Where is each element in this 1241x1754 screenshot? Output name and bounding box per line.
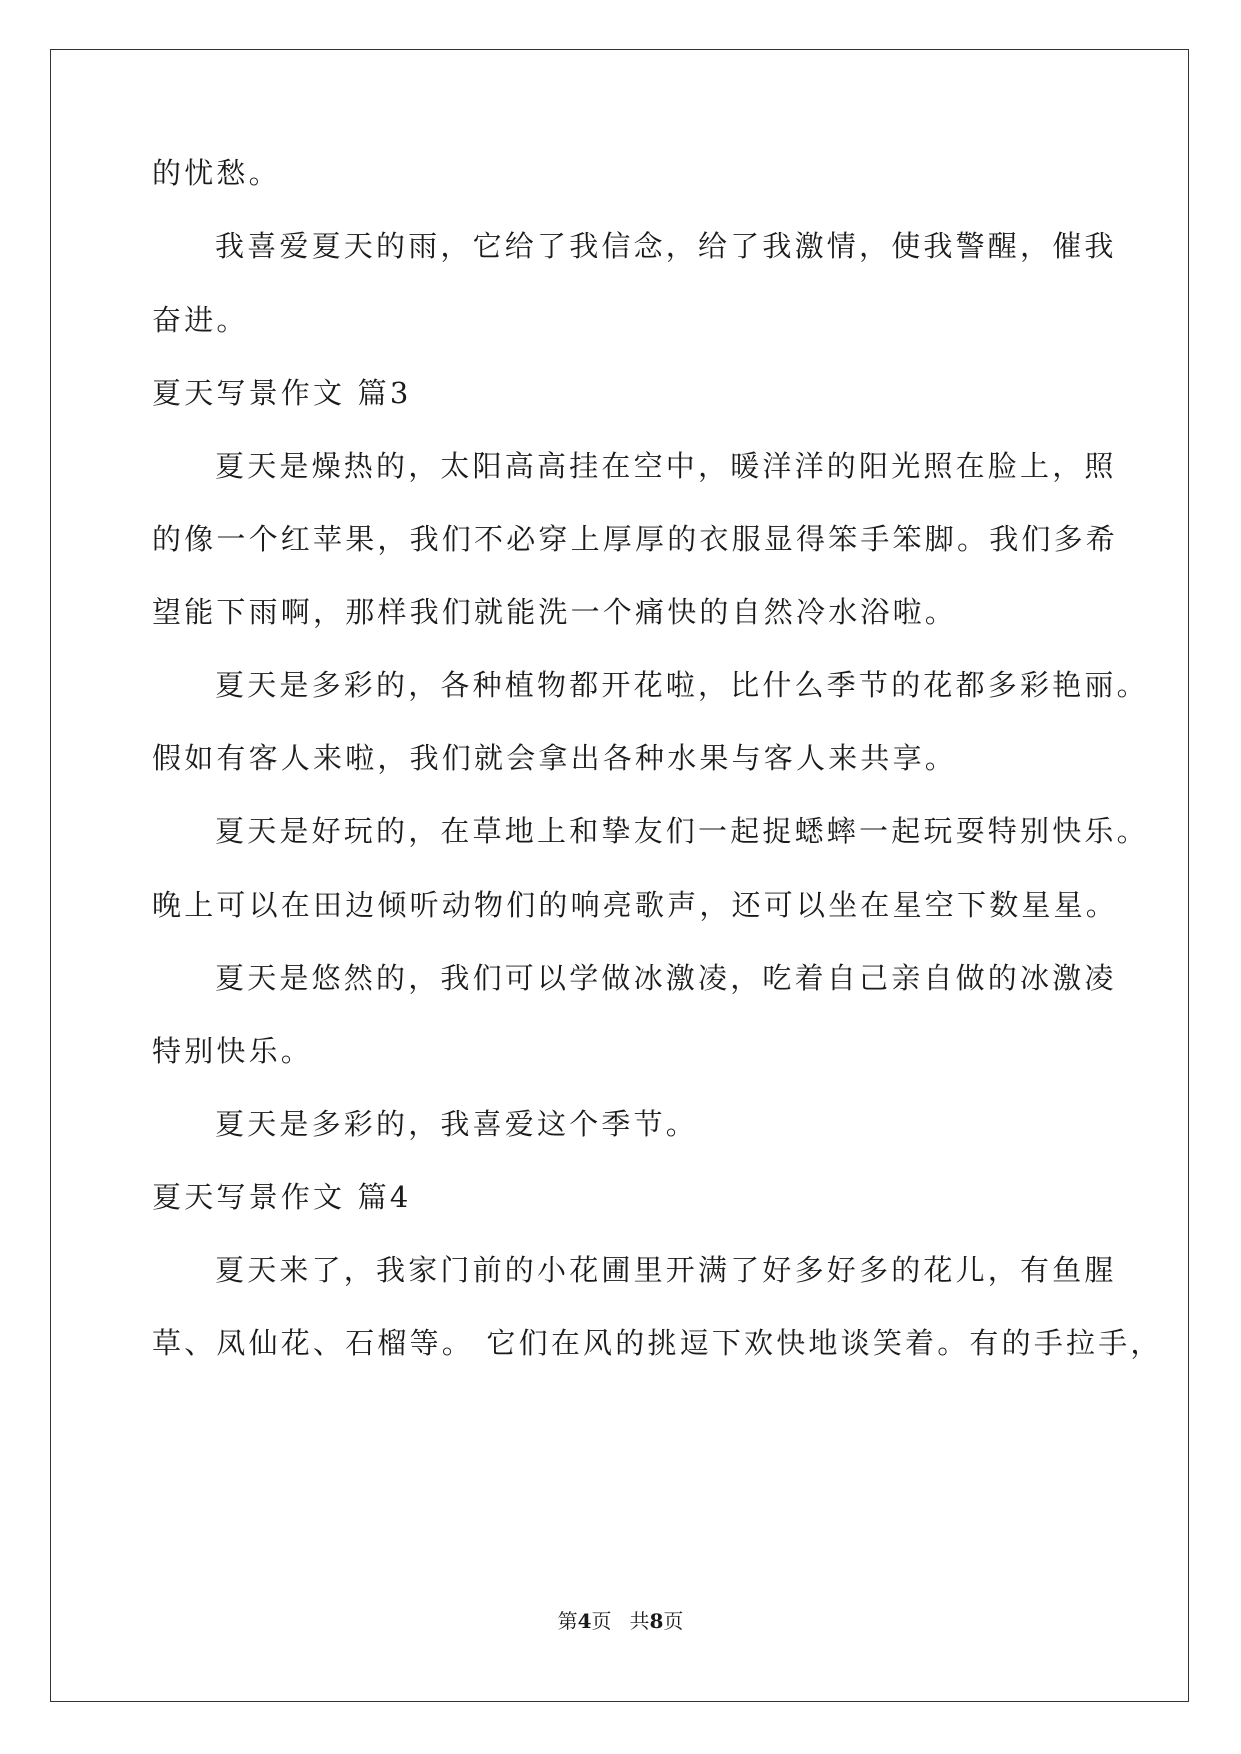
paragraph-line: 夏天是燥热的，太阳高高挂在空中，暖洋洋的阳光照在脸上，照 <box>215 449 1117 483</box>
paragraph-line: 夏天是多彩的，我喜爱这个季节。 <box>215 1107 699 1141</box>
paragraph-line: 晚上可以在田边倾听动物们的响亮歌声，还可以坐在星空下数星星。 <box>152 888 1119 922</box>
total-pages-suffix: 页 <box>663 1609 684 1633</box>
page-footer <box>0 1609 1241 1633</box>
page-number-prefix: 第 <box>557 1609 578 1633</box>
total-pages-prefix: 共 <box>629 1609 650 1633</box>
section-heading: 夏天写景作文 篇3 <box>152 376 412 410</box>
paragraph-line: 的像一个红苹果，我们不必穿上厚厚的衣服显得笨手笨脚。我们多希 <box>152 522 1119 556</box>
page-border <box>50 49 1189 1702</box>
paragraph-line: 夏天是好玩的，在草地上和挚友们一起捉蟋蟀一起玩耍特别快乐。 <box>215 814 1149 848</box>
paragraph-line: 假如有客人来啦，我们就会拿出各种水果与客人来共享。 <box>152 741 958 775</box>
paragraph-line: 的忧愁。 <box>152 156 281 190</box>
paragraph-line: 夏天是悠然的，我们可以学做冰激凌，吃着自己亲自做的冰激凌 <box>215 961 1117 995</box>
paragraph-line: 夏天来了，我家门前的小花圃里开满了好多好多的花儿，有鱼腥 <box>215 1253 1117 1287</box>
paragraph-line: 奋进。 <box>152 303 249 337</box>
paragraph-line: 我喜爱夏天的雨，它给了我信念，给了我激情，使我警醒，催我 <box>215 229 1117 263</box>
paragraph-line: 夏天是多彩的，各种植物都开花啦，比什么季节的花都多彩艳丽。 <box>215 668 1149 702</box>
total-page-count: 8 <box>649 1609 664 1633</box>
current-page-number: 4 <box>577 1609 592 1633</box>
page-number-suffix: 页 <box>591 1609 612 1633</box>
paragraph-line: 望能下雨啊，那样我们就能洗一个痛快的自然冷水浴啦。 <box>152 595 958 629</box>
section-heading: 夏天写景作文 篇4 <box>152 1180 412 1214</box>
paragraph-line: 特别快乐。 <box>152 1034 314 1068</box>
paragraph-line: 草、凤仙花、石榴等。 它们在风的挑逗下欢快地谈笑着。有的手拉手， <box>152 1326 1163 1360</box>
